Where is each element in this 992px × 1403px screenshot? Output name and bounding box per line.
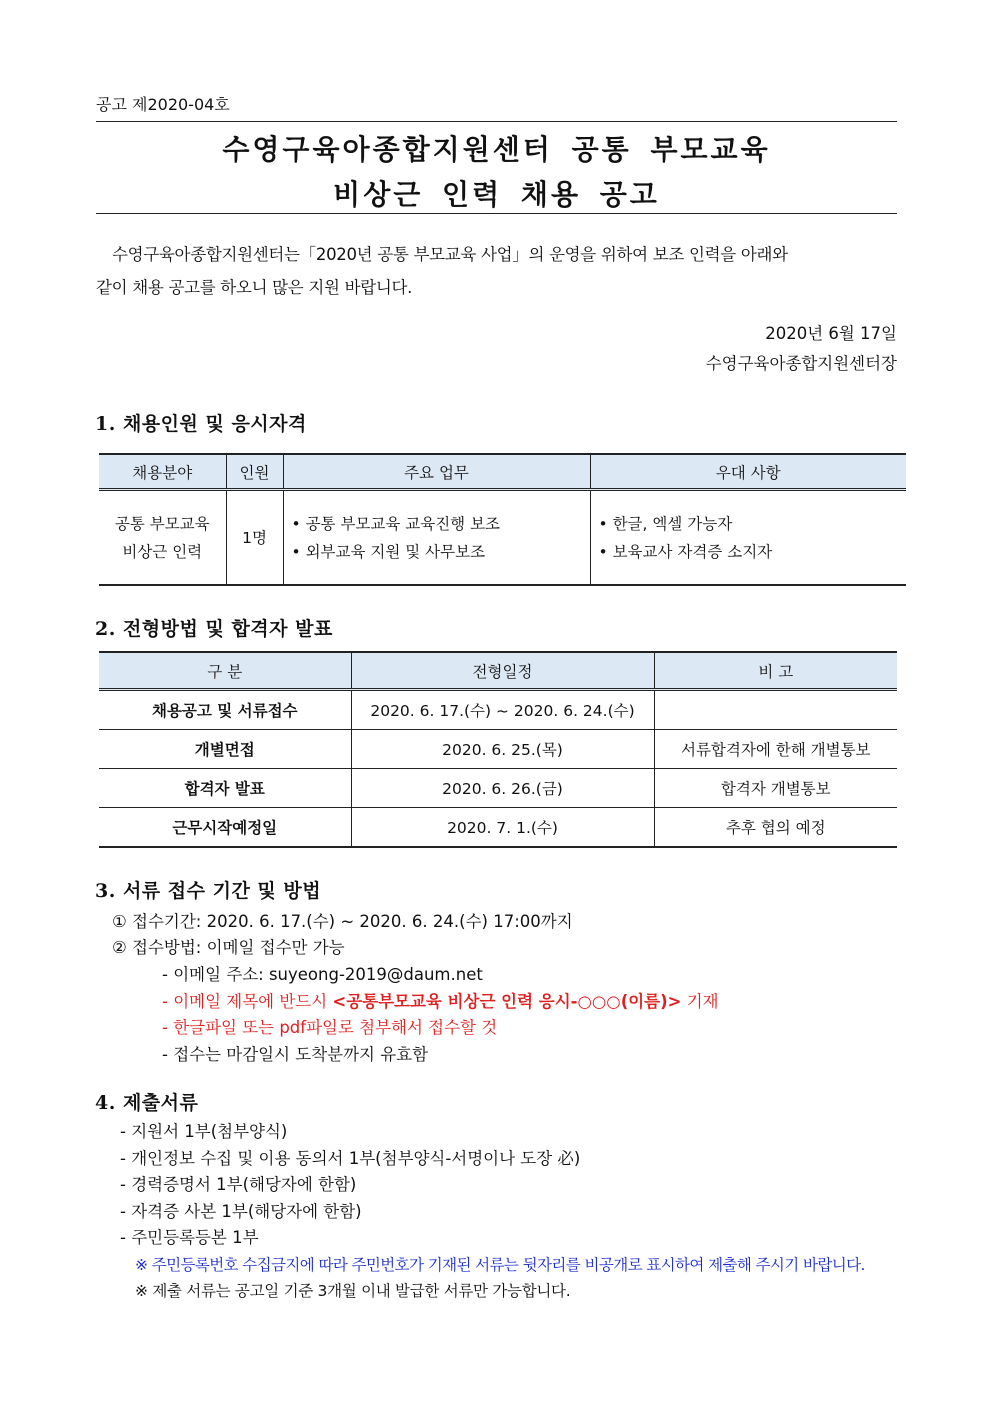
intro-line1: 수영구육아종합지원센터는「2020년 공통 부모교육 사업」의 운영을 위하여 보조 인력을 아래와 xyxy=(112,245,788,264)
preference-item: • 한글, 엑셀 가능자 xyxy=(598,514,733,533)
preferences-cell xyxy=(590,490,906,586)
table-row xyxy=(99,769,897,808)
col-header-preferences: 우대 사항 xyxy=(590,454,906,490)
col-header-field: 채용분야 xyxy=(99,454,226,490)
page-title-line2: 비상근 인력 채용 공고 xyxy=(333,178,660,211)
schedule-cell: 2020. 6. 26.(금) xyxy=(351,769,654,808)
stage-cell: 근무시작예정일 xyxy=(99,808,351,848)
col-header-schedule: 전형일정 xyxy=(351,652,654,690)
validity-rule: - 접수는 마감일시 도착분까지 유효함 xyxy=(162,1045,429,1064)
list-item: - 개인정보 수집 및 이용 동의서 1부(첨부양식-서명이나 도장 必) xyxy=(120,1149,581,1168)
notice-number: 공고 제2020-04호 xyxy=(96,95,230,114)
table-row xyxy=(99,808,897,848)
application-period: ① 접수기간: 2020. 6. 17.(수) ~ 2020. 6. 24.(수) 17:00까지 xyxy=(112,912,573,931)
section2-heading: 2. 전형방법 및 합격자 발표 xyxy=(95,618,333,640)
list-item: - 주민등록등본 1부 xyxy=(120,1228,259,1247)
list-item: - 지원서 1부(첨부양식) xyxy=(120,1122,288,1141)
section1-heading: 1. 채용인원 및 응시자격 xyxy=(95,413,307,435)
duty-item: • 외부교육 지원 및 사무보조 xyxy=(291,542,486,561)
count-cell: 1명 xyxy=(226,490,283,586)
field-line1: 공통 부모교육 xyxy=(114,514,210,533)
intro-paragraph xyxy=(96,238,897,304)
table-row xyxy=(99,730,897,769)
recruitment-table xyxy=(99,453,906,586)
title-bottom-rule xyxy=(96,213,897,214)
col-header-note: 비 고 xyxy=(654,652,897,690)
application-method: ② 접수방법: 이메일 접수만 가능 xyxy=(112,938,345,957)
field-line2: 비상근 인력 xyxy=(122,542,203,561)
col-header-stage: 구 분 xyxy=(99,652,351,690)
page-title-line1: 수영구육아종합지원센터 공통 부모교육 xyxy=(222,133,771,166)
stage-cell: 채용공고 및 서류접수 xyxy=(99,690,351,730)
subject-prefix: - 이메일 제목에 반드시 xyxy=(162,992,333,1011)
list-item: - 경력증명서 1부(해당자에 한함) xyxy=(120,1175,357,1194)
note-cell: 서류합격자에 한해 개별통보 xyxy=(654,730,897,769)
attachment-rule: - 한글파일 또는 pdf파일로 첨부해서 접수할 것 xyxy=(162,1018,498,1037)
stage-cell: 합격자 발표 xyxy=(99,769,351,808)
section3-heading: 3. 서류 접수 기간 및 방법 xyxy=(95,880,322,902)
schedule-cell: 2020. 7. 1.(수) xyxy=(351,808,654,848)
note-cell: 추후 협의 예정 xyxy=(654,808,897,848)
duty-item: • 공통 부모교육 교육진행 보조 xyxy=(291,514,501,533)
schedule-table xyxy=(99,651,897,848)
duties-cell xyxy=(283,490,590,586)
intro-line2: 같이 채용 공고를 하오니 많은 지원 바랍니다. xyxy=(96,278,413,297)
col-header-count: 인원 xyxy=(226,454,283,490)
col-header-duties: 주요 업무 xyxy=(283,454,590,490)
note-cell xyxy=(654,690,897,730)
note-cell: 합격자 개별통보 xyxy=(654,769,897,808)
stage-cell: 개별면접 xyxy=(99,730,351,769)
table-row xyxy=(99,690,897,730)
table-row xyxy=(99,490,906,586)
announcement-date: 2020년 6월 17일 xyxy=(765,324,897,343)
section4-heading: 4. 제출서류 xyxy=(95,1092,199,1114)
subject-suffix: 기재 xyxy=(681,992,719,1011)
email-address: - 이메일 주소: suyeong-2019@daum.net xyxy=(162,965,483,984)
document-validity-note: ※ 제출 서류는 공고일 기준 3개월 이내 발급한 서류만 가능합니다. xyxy=(135,1282,571,1300)
list-item: - 자격증 사본 1부(해당자에 한함) xyxy=(120,1202,362,1221)
preference-item: • 보육교사 자격증 소지자 xyxy=(598,542,773,561)
field-cell xyxy=(99,490,226,586)
title-top-rule xyxy=(96,121,897,122)
subject-format: <공통부모교육 비상근 인력 응시-○○○(이름)> xyxy=(332,992,682,1011)
email-subject-rule xyxy=(162,988,719,1012)
schedule-cell: 2020. 6. 25.(목) xyxy=(351,730,654,769)
issuer-name: 수영구육아종합지원센터장 xyxy=(705,354,897,373)
schedule-cell: 2020. 6. 17.(수) ~ 2020. 6. 24.(수) xyxy=(351,690,654,730)
id-number-note: ※ 주민등록번호 수집금지에 따라 주민번호가 기재된 서류는 뒷자리를 비공개로 표시하여 제출해 주시기 바랍니다. xyxy=(135,1256,865,1274)
